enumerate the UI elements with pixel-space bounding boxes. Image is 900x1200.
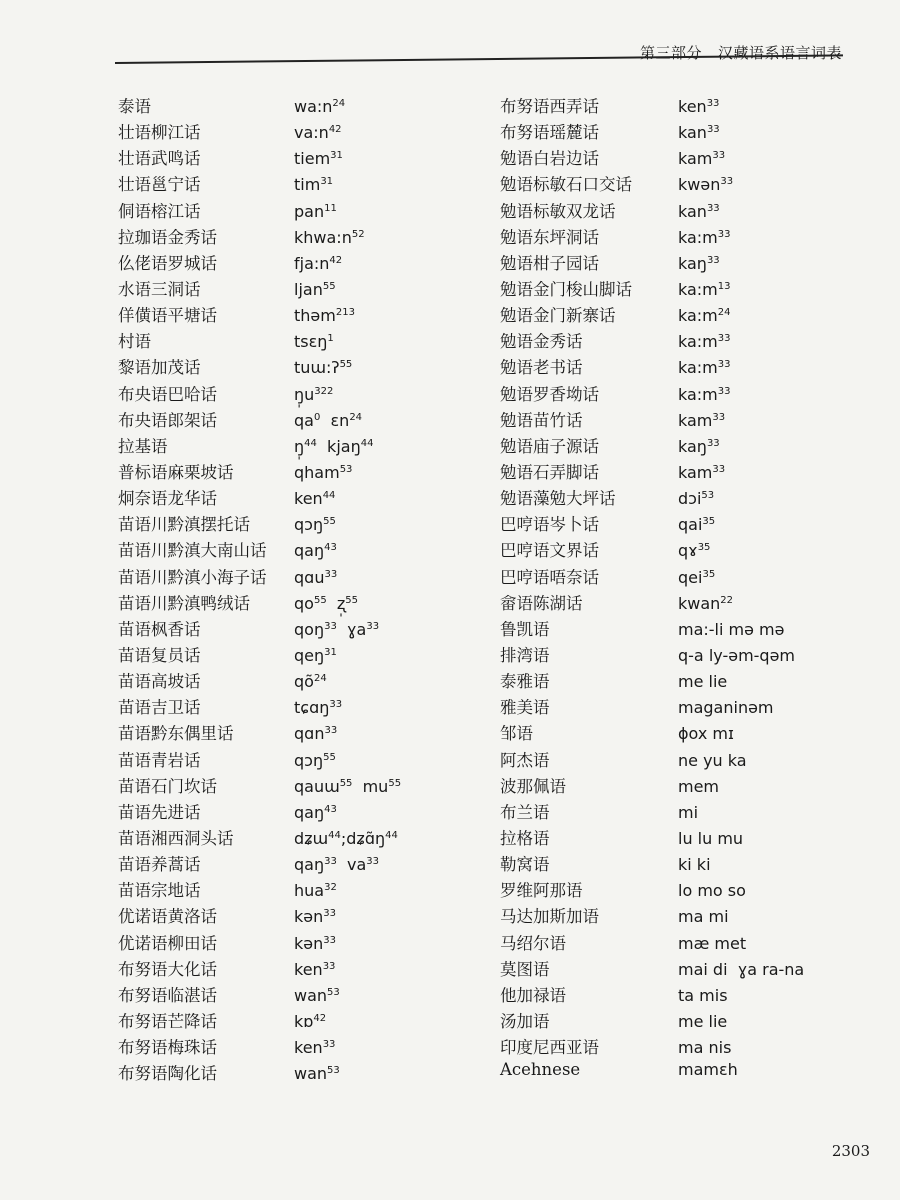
language-name: 邹语 <box>500 724 533 744</box>
language-name: 勉语白岩边话 <box>500 149 599 169</box>
entry-row <box>118 145 488 171</box>
language-name: 布努语陶化话 <box>118 1064 217 1084</box>
language-name: 拉基语 <box>118 436 168 456</box>
language-name: 布央语郎架话 <box>118 410 217 430</box>
header-part: 第三部分 <box>639 44 702 62</box>
entry-row <box>118 903 488 929</box>
word-form: dɔi$^{53}$ <box>678 489 715 509</box>
entry-row <box>118 668 488 694</box>
entry-row <box>118 537 488 563</box>
entry-row <box>500 198 860 224</box>
word-form: ken$^{44}$ <box>294 489 336 509</box>
word-form: tsɛŋ$^1$ <box>294 332 334 352</box>
entry-row <box>500 433 860 459</box>
language-name: 布努语梅珠话 <box>118 1038 217 1058</box>
word-form: kwən$^{33}$ <box>678 175 734 195</box>
language-name: Acehnese <box>500 1060 581 1080</box>
entry-row <box>500 982 860 1008</box>
language-name: 布努语西弄话 <box>500 97 599 116</box>
entry-row <box>500 930 860 956</box>
language-name: 畲语陈湖话 <box>500 593 583 613</box>
word-form: mi <box>678 802 699 822</box>
entry-row <box>500 668 860 694</box>
page-number: 2303 <box>831 1142 870 1160</box>
language-name: 苗语湘西洞头话 <box>118 828 234 848</box>
language-name: 勉语标敏双龙话 <box>500 201 616 221</box>
entry-row <box>500 773 860 799</box>
language-name: 鲁凯语 <box>500 619 550 639</box>
word-form: kən$^{33}$ <box>294 933 336 953</box>
word-form: qɔŋ$^{55}$ <box>294 515 336 535</box>
language-name: 布央语巴哈话 <box>118 384 217 404</box>
entry-row <box>118 276 488 302</box>
entry-row <box>118 485 488 511</box>
word-form: qei$^{35}$ <box>678 567 716 587</box>
entry-row <box>118 877 488 903</box>
entry-row <box>500 381 860 407</box>
entry-row <box>500 1034 860 1060</box>
language-name: 优诺语柳田话 <box>118 933 217 953</box>
language-name: 苗语川黔滇小海子话 <box>118 567 267 587</box>
language-name: 苗语高坡话 <box>118 672 201 692</box>
entry-row <box>500 956 860 982</box>
language-name: 雅美语 <box>500 698 550 718</box>
entry-row <box>500 851 860 877</box>
word-form: $ka:m^{13}$ <box>678 279 731 299</box>
entry-row <box>118 511 488 537</box>
entry-row <box>500 250 860 276</box>
word-form: mem <box>678 776 720 796</box>
entry-row <box>500 354 860 380</box>
word-form: $khwa:n^{52}$ <box>294 227 365 247</box>
entry-row <box>118 720 488 746</box>
entry-row <box>118 381 488 407</box>
word-form: hua$^{32}$ <box>294 881 337 901</box>
entry-row <box>118 354 488 380</box>
language-name: 波那佩语 <box>500 776 566 796</box>
entry-row <box>118 93 488 119</box>
language-name: 普标语麻栗坡话 <box>118 462 234 482</box>
entry-row <box>118 198 488 224</box>
language-name: 布努语临湛话 <box>118 985 217 1005</box>
entry-row <box>500 825 860 851</box>
word-form: mamɛh <box>678 1060 738 1080</box>
word-form: $dʑɯ^{44};dʑɑ̃ŋ^{44}$ <box>294 828 398 848</box>
entry-row <box>118 799 488 825</box>
language-name: 勒窝语 <box>500 855 550 875</box>
entry-row <box>118 956 488 982</box>
word-form: me lie <box>678 672 728 692</box>
language-name: 水语三洞话 <box>118 279 201 299</box>
word-form: ta mis <box>678 985 728 1005</box>
entry-row <box>500 642 860 668</box>
entry-row <box>118 773 488 799</box>
language-name: 苗语川黔滇摆托话 <box>118 515 250 535</box>
entry-row <box>500 93 860 119</box>
language-name: 苗语宗地话 <box>118 881 201 901</box>
language-name: 拉珈语金秀话 <box>118 227 217 247</box>
word-form: kam$^{33}$ <box>678 410 726 430</box>
word-form: ken$^{33}$ <box>678 97 720 116</box>
language-name: 苗语川黔滇大南山话 <box>118 541 267 561</box>
language-name: 苗语枫香话 <box>118 619 201 639</box>
language-name: 汤加语 <box>500 1011 550 1031</box>
entry-row <box>500 903 860 929</box>
entry-row <box>118 1008 488 1034</box>
language-name: 莫图语 <box>500 959 550 979</box>
language-name: 壮语武鸣话 <box>118 149 201 169</box>
entry-row <box>118 694 488 720</box>
word-form: wan$^{53}$ <box>294 1064 340 1084</box>
entry-row <box>118 747 488 773</box>
language-name: 苗语养蒿话 <box>118 855 201 875</box>
word-form: qaŋ$^{33}$ $va^{33}$ <box>294 855 380 875</box>
entry-row <box>118 1060 488 1086</box>
word-form: $qa^0$ ɛn$^{24}$ <box>294 410 363 430</box>
language-name: 巴哼语文界话 <box>500 541 599 561</box>
word-form: qɑn$^{33}$ <box>294 724 338 744</box>
word-form: ma nis <box>678 1038 732 1058</box>
header-title: 汉藏语系语言词表 <box>717 44 842 62</box>
entry-row <box>118 119 488 145</box>
entry-row <box>500 720 860 746</box>
right-column <box>500 93 860 1086</box>
entry-row <box>500 302 860 328</box>
language-name: 炯奈语龙华话 <box>118 489 217 509</box>
entry-row <box>118 224 488 250</box>
language-name: 优诺语黄洛话 <box>118 907 217 927</box>
language-name: 勉语老书话 <box>500 358 583 378</box>
word-form: q-a ly-əm-qəm <box>678 645 796 665</box>
word-form: tɕɑŋ$^{33}$ <box>294 698 343 718</box>
entry-row <box>118 851 488 877</box>
language-name: 巴哼语唔奈话 <box>500 567 599 587</box>
word-form: $qo^{55}$ ʐ̩$^{55}$ <box>294 593 358 613</box>
word-form: qaŋ$^{43}$ <box>294 802 337 822</box>
entry-row <box>118 407 488 433</box>
entry-row <box>500 616 860 642</box>
word-form: $qõ^{24}$ <box>294 672 327 692</box>
word-form: $va:n^{42}$ <box>294 123 342 143</box>
word-form: kan$^{33}$ <box>678 123 720 143</box>
entry-row <box>500 171 860 197</box>
language-name: 马绍尔语 <box>500 933 566 953</box>
entry-row <box>500 119 860 145</box>
word-form: kam$^{33}$ <box>678 149 726 169</box>
language-name: 泰雅语 <box>500 672 550 692</box>
word-form: ken$^{33}$ <box>294 1038 336 1058</box>
language-name: 拉格语 <box>500 828 550 848</box>
word-form: mæ met <box>678 933 747 953</box>
language-name: 苗语黔东偶里话 <box>118 724 234 744</box>
entry-row <box>118 616 488 642</box>
entry-row <box>500 564 860 590</box>
word-form: thəm$^{213}$ <box>294 306 355 326</box>
language-name: 勉语藻勉大坪话 <box>500 489 616 509</box>
language-name: 壮语邕宁话 <box>118 175 201 195</box>
word-form: $ka:m^{33}$ <box>678 358 731 378</box>
entry-row <box>500 145 860 171</box>
language-name: 苗语吉卫话 <box>118 698 201 718</box>
language-name: 泰语 <box>118 97 151 116</box>
language-name: 勉语苗竹话 <box>500 410 583 430</box>
language-name: 勉语金秀话 <box>500 332 583 352</box>
entry-row <box>118 642 488 668</box>
word-form: qɑu$^{33}$ <box>294 567 338 587</box>
word-form: ma:-li mə mə <box>678 619 785 639</box>
word-form: ɸox mɪ <box>678 724 734 744</box>
entry-row <box>500 537 860 563</box>
word-form: $wa:n^{24}$ <box>294 97 346 116</box>
language-name: 布努语芒降话 <box>118 1011 217 1031</box>
entry-row <box>118 1034 488 1060</box>
word-form: pan$^{11}$ <box>294 201 337 221</box>
word-form: tiem$^{31}$ <box>294 149 343 169</box>
language-name: 罗维阿那语 <box>500 881 583 901</box>
language-name: 勉语庙子源话 <box>500 436 599 456</box>
entry-row <box>500 485 860 511</box>
language-name: 苗语石门坎话 <box>118 776 217 796</box>
word-form: ne yu ka <box>678 750 747 770</box>
word-form: kɒ$^{42}$ <box>294 1011 327 1031</box>
word-form: me lie <box>678 1011 728 1031</box>
word-form: kam$^{33}$ <box>678 462 726 482</box>
language-name: 排湾语 <box>500 645 550 665</box>
language-name: 布努语大化话 <box>118 959 217 979</box>
entry-row <box>118 564 488 590</box>
language-name: 苗语先进话 <box>118 802 201 822</box>
word-form: mai di ɣa ra-na <box>678 959 805 979</box>
word-form: qɤ$^{35}$ <box>678 541 711 561</box>
language-name: 他加禄语 <box>500 985 566 1005</box>
entry-row <box>118 250 488 276</box>
language-name: 勉语标敏石口交话 <box>500 175 632 195</box>
language-name: 壮语柳江话 <box>118 123 201 143</box>
word-form: qeŋ$^{31}$ <box>294 645 337 665</box>
language-name: 布兰语 <box>500 802 550 822</box>
language-name: 巴哼语岑卜话 <box>500 515 599 535</box>
word-form: wan$^{53}$ <box>294 985 340 1005</box>
entry-row <box>118 590 488 616</box>
left-column <box>118 93 488 1086</box>
word-form: ken$^{33}$ <box>294 959 336 979</box>
entry-row <box>118 459 488 485</box>
language-name: 勉语石弄脚话 <box>500 462 599 482</box>
word-form: $ka:m^{24}$ <box>678 306 731 326</box>
word-form: qham$^{53}$ <box>294 462 353 482</box>
word-form: qauɯ$^{55}$ $mu^{55}$ <box>294 776 402 796</box>
language-name: 阿杰语 <box>500 750 550 770</box>
entry-row <box>500 747 860 773</box>
word-form: qai$^{35}$ <box>678 515 716 535</box>
running-header <box>640 42 842 63</box>
language-name: 苗语复员话 <box>118 645 201 665</box>
language-name: 苗语川黔滇鸭绒话 <box>118 593 250 613</box>
language-name: 勉语东坪洞话 <box>500 227 599 247</box>
entry-row <box>118 433 488 459</box>
word-form: lo mo so <box>678 881 746 901</box>
word-form: lu lu mu <box>678 828 744 848</box>
entry-row <box>500 459 860 485</box>
entry-row <box>118 328 488 354</box>
word-form: $ka:m^{33}$ <box>678 384 731 404</box>
language-name: 仫佬语罗城话 <box>118 253 217 273</box>
word-form: kaŋ$^{33}$ <box>678 253 720 273</box>
language-name: 勉语罗香坳话 <box>500 384 599 404</box>
language-name: 布努语瑶麓话 <box>500 123 599 143</box>
entry-row <box>500 224 860 250</box>
language-name: 印度尼西亚语 <box>500 1038 599 1058</box>
word-form: kaŋ$^{33}$ <box>678 436 720 456</box>
language-name: 勉语金门梭山脚话 <box>500 279 632 299</box>
word-form: ma mi <box>678 907 729 927</box>
entry-row <box>118 825 488 851</box>
word-form: $ka:m^{33}$ <box>678 332 731 352</box>
language-name: 佯僙语平塘话 <box>118 306 217 326</box>
language-name: 黎语加茂话 <box>118 358 201 378</box>
word-form: $fja:n^{42}$ <box>294 253 343 273</box>
language-name: 马达加斯加语 <box>500 907 599 927</box>
language-name: 勉语柑子园话 <box>500 253 599 273</box>
entry-row <box>118 982 488 1008</box>
entry-row <box>500 511 860 537</box>
entry-row <box>500 590 860 616</box>
entry-row <box>500 276 860 302</box>
word-form: ki ki <box>678 855 711 875</box>
word-form: ljan$^{55}$ <box>294 279 336 299</box>
word-form: maganinəm <box>678 698 774 718</box>
word-form: $ŋ̩u^{322}$ <box>294 384 334 404</box>
word-form: $ka:m^{33}$ <box>678 227 731 247</box>
entry-row <box>500 1008 860 1034</box>
language-name: 勉语金门新寨话 <box>500 306 616 326</box>
entry-row <box>118 930 488 956</box>
word-form: kən$^{33}$ <box>294 907 336 927</box>
entry-row <box>500 877 860 903</box>
word-form: ŋ̩$^{44}$ kjaŋ$^{44}$ <box>294 436 374 456</box>
word-form: qaŋ$^{43}$ <box>294 541 337 561</box>
word-form: tim$^{31}$ <box>294 175 334 195</box>
entry-row <box>118 302 488 328</box>
entry-row <box>500 407 860 433</box>
entry-row <box>500 799 860 825</box>
word-form: qɔŋ$^{55}$ <box>294 750 336 770</box>
word-form: kan$^{33}$ <box>678 201 720 221</box>
entry-row <box>500 694 860 720</box>
word-form: qoŋ$^{33}$ ɣa$^{33}$ <box>294 619 380 639</box>
entry-row <box>118 171 488 197</box>
language-name: 村语 <box>118 332 151 352</box>
language-name: 苗语青岩话 <box>118 750 201 770</box>
language-name: 侗语榕江话 <box>118 201 201 221</box>
entry-row <box>500 328 860 354</box>
word-form: tuɯ:ʔ$^{55}$ <box>294 358 353 378</box>
entry-row <box>500 1060 860 1086</box>
word-form: kwan$^{22}$ <box>678 593 734 613</box>
